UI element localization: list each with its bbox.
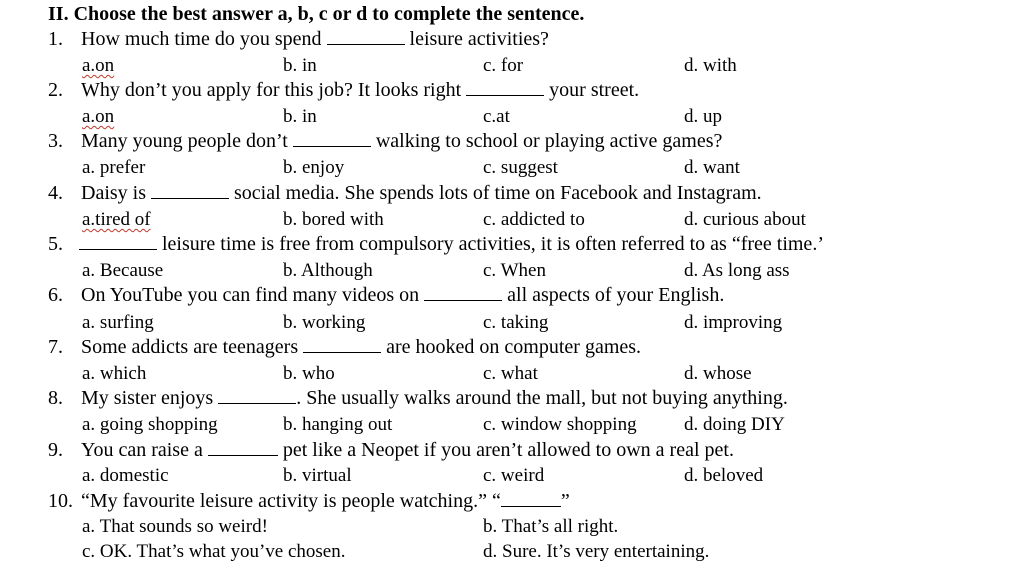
option-a: a. That sounds so weird! xyxy=(82,516,268,537)
question-number: 9. xyxy=(48,439,63,461)
question-text-after: are hooked on computer games. xyxy=(386,336,642,358)
options-6 xyxy=(0,312,1024,337)
option-c: c.at xyxy=(483,106,510,127)
option-b: b. Although xyxy=(283,260,373,281)
question-number: 5. xyxy=(48,233,63,255)
question-9 xyxy=(0,439,1024,464)
option-c: c. taking xyxy=(483,312,549,333)
option-d: d. beloved xyxy=(684,465,764,486)
question-text-after: walking to school or playing active games? xyxy=(375,130,723,152)
question-text-after: . She usually walks around the mall, but not buying anything. xyxy=(296,387,788,409)
answer-blank xyxy=(466,80,544,96)
option-a: a. domestic xyxy=(82,465,169,486)
answer-blank xyxy=(303,337,381,353)
question-2 xyxy=(0,79,1024,104)
question-text-after: ” xyxy=(560,490,570,512)
options-9 xyxy=(0,465,1024,490)
option-b: b. in xyxy=(283,55,317,76)
answer-blank xyxy=(424,285,502,301)
question-number: 6. xyxy=(48,284,63,306)
question-text-before: On YouTube you can find many videos on xyxy=(81,284,420,306)
question-text-after: leisure time is free from compulsory activities, it is often referred to as “free time.’ xyxy=(162,233,824,255)
question-text-after: your street. xyxy=(549,79,640,101)
question-text-after: all aspects of your English. xyxy=(507,284,725,306)
question-text-after: pet like a Neopet if you aren’t allowed to own a real pet. xyxy=(282,439,734,461)
question-number: 1. xyxy=(48,28,63,50)
option-b: b. hanging out xyxy=(283,414,393,435)
question-text-before: “My favourite leisure activity is people watching.” “ xyxy=(81,490,501,512)
option-c: c. When xyxy=(483,260,546,281)
answer-blank xyxy=(208,440,278,456)
options-2 xyxy=(0,106,1024,131)
options-8 xyxy=(0,414,1024,439)
question-text-before: You can raise a xyxy=(81,439,203,461)
option-d: d. As long ass xyxy=(684,260,790,281)
question-text-before: Many young people don’t xyxy=(81,130,288,152)
option-a: a.tired of xyxy=(82,209,151,230)
option-d: d. Sure. It’s very entertaining. xyxy=(483,541,710,562)
option-a: a. prefer xyxy=(82,157,146,178)
question-7 xyxy=(0,336,1024,361)
question-text-before: Daisy is xyxy=(81,182,146,204)
option-a: a. surfing xyxy=(82,312,154,333)
question-8 xyxy=(0,387,1024,412)
options-10-row2 xyxy=(0,541,1024,566)
option-c: c. OK. That’s what you’ve chosen. xyxy=(82,541,346,562)
options-1 xyxy=(0,55,1024,80)
option-d: d. with xyxy=(684,55,737,76)
question-3 xyxy=(0,130,1024,155)
option-a: a.on xyxy=(82,55,115,76)
option-b: b. bored with xyxy=(283,209,384,230)
answer-blank xyxy=(501,491,561,507)
question-number: 7. xyxy=(48,336,63,358)
question-number: 8. xyxy=(48,387,63,409)
question-text-before: How much time do you spend xyxy=(81,28,322,50)
options-5 xyxy=(0,260,1024,285)
option-d: d. up xyxy=(684,106,722,127)
option-b: b. That’s all right. xyxy=(483,516,619,537)
option-b: b. enjoy xyxy=(283,157,345,178)
answer-blank xyxy=(79,234,157,250)
option-c: c. weird xyxy=(483,465,545,486)
option-c: c. for xyxy=(483,55,524,76)
question-number: 3. xyxy=(48,130,63,152)
option-d: d. want xyxy=(684,157,740,178)
answer-blank xyxy=(151,183,229,199)
answer-blank xyxy=(218,388,296,404)
answer-blank xyxy=(327,29,405,45)
option-d: d. improving xyxy=(684,312,783,333)
option-a: a. Because xyxy=(82,260,164,281)
question-1 xyxy=(0,28,1024,53)
question-10 xyxy=(0,490,1024,515)
option-b: b. virtual xyxy=(283,465,352,486)
options-7 xyxy=(0,363,1024,388)
options-10-row1 xyxy=(0,516,1024,541)
option-b: b. in xyxy=(283,106,317,127)
question-text-before: My sister enjoys xyxy=(81,387,214,409)
option-a: a. going shopping xyxy=(82,414,218,435)
exercise-heading: II. Choose the best answer a, b, c or d to complete the sentence. xyxy=(48,3,585,25)
question-number: 2. xyxy=(48,79,63,101)
question-number: 4. xyxy=(48,182,63,204)
options-3 xyxy=(0,157,1024,182)
question-4 xyxy=(0,182,1024,207)
question-text-before: Some addicts are teenagers xyxy=(81,336,299,358)
question-5 xyxy=(0,233,1024,258)
option-d: d. curious about xyxy=(684,209,806,230)
question-6 xyxy=(0,284,1024,309)
option-b: b. working xyxy=(283,312,366,333)
option-c: c. suggest xyxy=(483,157,558,178)
option-b: b. who xyxy=(283,363,335,384)
option-a: a.on xyxy=(82,106,115,127)
question-text-after: social media. She spends lots of time on Facebook and Instagram. xyxy=(234,182,762,204)
answer-blank xyxy=(293,131,371,147)
option-d: d. doing DIY xyxy=(684,414,785,435)
question-number: 10. xyxy=(48,490,73,512)
option-a: a. which xyxy=(82,363,147,384)
option-c: c. addicted to xyxy=(483,209,585,230)
option-c: c. what xyxy=(483,363,538,384)
question-text-after: leisure activities? xyxy=(409,28,549,50)
question-text-before: Why don’t you apply for this job? It looks right xyxy=(81,79,462,101)
option-c: c. window shopping xyxy=(483,414,637,435)
option-d: d. whose xyxy=(684,363,752,384)
options-4 xyxy=(0,209,1024,234)
